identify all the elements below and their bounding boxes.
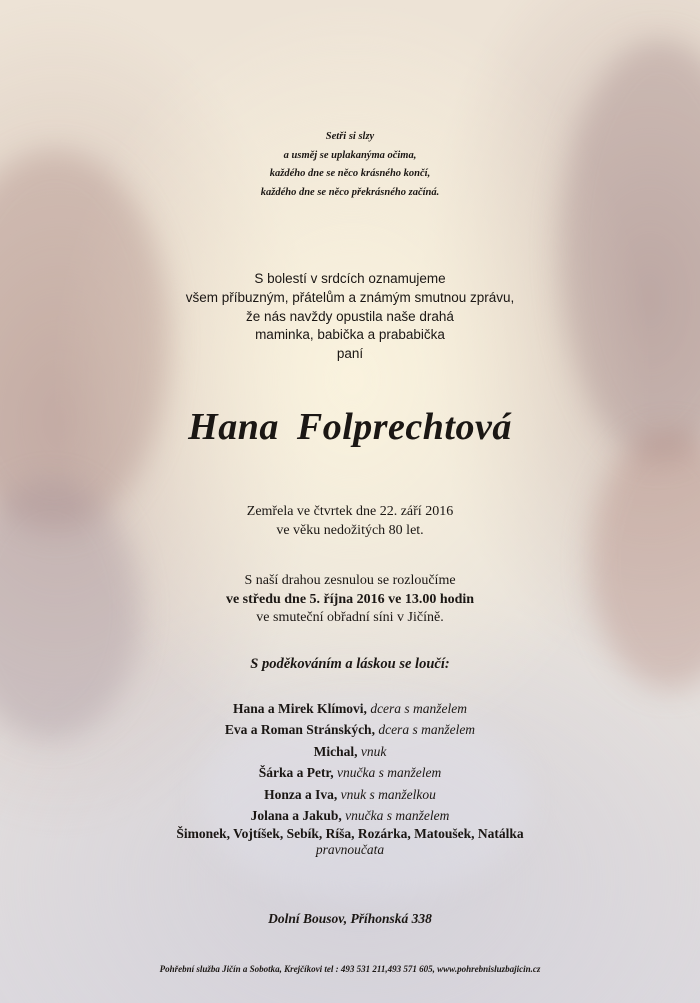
quote-line: každého dne se něco krásného končí, xyxy=(269,168,431,179)
announcement-line: že nás navždy opustila naše drahá xyxy=(246,308,454,324)
mourner-relation: dcera s manželem xyxy=(370,701,468,716)
mourner-relation: vnučka s manželem xyxy=(345,808,450,824)
mourner-relation: vnuk xyxy=(360,743,387,759)
mourner-row xyxy=(0,698,700,719)
address: Dolní Bousov, Příhonská 338 xyxy=(268,911,432,926)
mourner-names: Šárka a Petr, xyxy=(258,765,334,781)
mourner-relation: pravnoučata xyxy=(315,842,385,858)
announcement-text xyxy=(0,270,700,364)
deceased-name xyxy=(0,405,700,449)
mourner-names: Honza a Iva, xyxy=(264,786,338,802)
mourner-row xyxy=(0,719,700,740)
funeral-info xyxy=(0,572,700,628)
mourner-row xyxy=(0,805,700,826)
death-info xyxy=(0,503,700,540)
announcement-line: paní xyxy=(336,346,364,362)
funeral-date-line: ve středu dne 5. října 2016 ve 13.00 hodin xyxy=(225,591,475,607)
mourners-list xyxy=(0,698,700,858)
background-foliage-right-lower xyxy=(590,430,700,690)
deceased-last-name: Folprechtová xyxy=(296,406,512,448)
mourner-row xyxy=(0,826,700,858)
death-info-line: Zemřela ve čtvrtek dne 22. září 2016 xyxy=(246,504,454,519)
funeral-service-footer: Pohřební služba Jičín a Sobotka, Krejčíkovi tel : 493 531 211,493 571 605, www.pohrebnisluzbajicin.cz xyxy=(159,964,541,974)
funeral-place-line: ve smuteční obřadní síni v Jičíně. xyxy=(256,610,444,625)
announcement-line: S bolestí v srdcích oznamujeme xyxy=(254,271,446,286)
death-info-line: ve věku nedožitých 80 let. xyxy=(276,522,424,538)
quote-line: Setři si slzy xyxy=(325,131,375,142)
funeral-intro-line: S naší drahou zesnulou se rozloučíme xyxy=(244,573,456,588)
mourner-names: Eva a Roman Stránských, xyxy=(224,722,375,738)
quote-line: a usměj se uplakanýma očima, xyxy=(283,149,417,161)
mourner-names: Šimonek, Vojtíšek, Sebík, Ríša, Rozárka, Matoušek, Natálka xyxy=(176,826,524,842)
mourner-relation: dcera s manželem xyxy=(378,722,476,738)
thanks-heading: S poděkováním a láskou se loučí: xyxy=(250,656,450,672)
opening-quote xyxy=(0,128,700,202)
mourner-row xyxy=(0,741,700,762)
mourner-relation: vnuk s manželkou xyxy=(340,786,436,802)
mourner-row xyxy=(0,762,700,783)
mourner-names: Jolana a Jakub, xyxy=(250,808,342,824)
quote-line: každého dne se něco překrásného začíná. xyxy=(260,186,440,198)
background-foliage-right xyxy=(560,40,700,460)
mourner-names: Hana a Mirek Klímovi, xyxy=(232,701,367,716)
announcement-line: všem příbuzným, přátelům a známým smutnou zprávu, xyxy=(185,289,515,305)
deceased-first-name: Hana xyxy=(188,406,279,448)
announcement-line: maminka, babička a prababička xyxy=(255,327,445,343)
mourner-relation: vnučka s manželem xyxy=(337,765,442,781)
mourner-names: Michal, xyxy=(313,743,358,759)
mourner-row xyxy=(0,784,700,805)
